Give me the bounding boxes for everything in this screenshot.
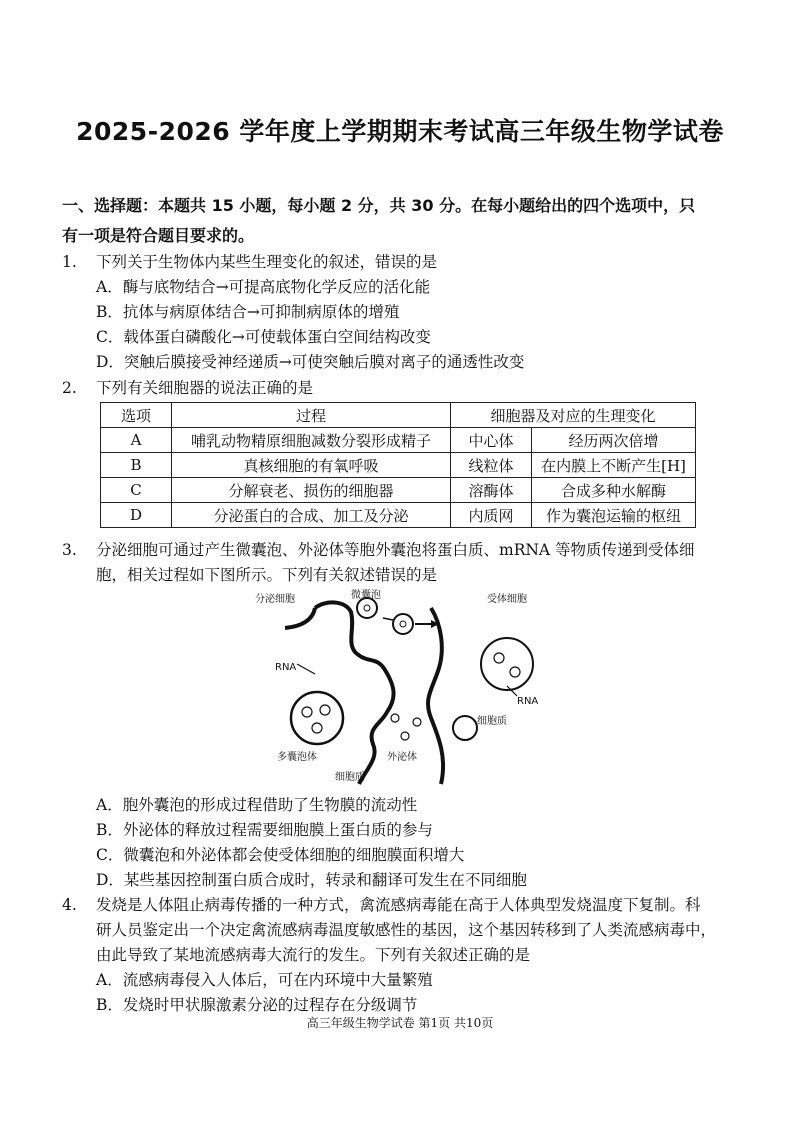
- q1-option-c: C．载体蛋白磷酸化→可使载体蛋白空间结构改变: [96, 328, 431, 346]
- label-cytoplasm-left: 细胞质: [335, 772, 365, 783]
- transport-arrow: [383, 618, 393, 620]
- table-row: [101, 503, 696, 528]
- q3-option-a: A．胞外囊泡的形成过程借助了生物膜的流动性: [96, 796, 418, 814]
- label-exosome: 外泌体: [387, 752, 417, 763]
- q1-option-b: B．抗体与病原体结合→可抑制病原体的增殖: [96, 303, 400, 321]
- multivesicular-body: [291, 692, 343, 744]
- internalized-vesicle: [453, 716, 477, 740]
- label-receptor-cell: 受体细胞: [487, 594, 527, 605]
- table-cell: A: [101, 428, 172, 453]
- table-cell: 分泌蛋白的合成、加工及分泌: [172, 503, 451, 528]
- table-cell: 内质网: [451, 503, 532, 528]
- q4-number: 4.: [62, 896, 77, 914]
- extracellular-vesicle-diagram: [255, 588, 575, 788]
- q4-option-a: A．流感病毒侵入人体后，可在内环境中大量繁殖: [96, 971, 433, 989]
- q4-stem-line2: 研人员鉴定出一个决定禽流感病毒温度敏感性的基因，这个基因转移到了人类流感病毒中，: [96, 921, 717, 939]
- label-secretory-cell: 分泌细胞: [255, 594, 295, 605]
- table-cell: 合成多种水解酶: [532, 478, 696, 503]
- page-footer: 高三年级生物学试卷 第1页 共10页: [306, 1016, 494, 1030]
- table-cell: 经历两次倍增: [532, 428, 696, 453]
- exosome-shape: [413, 718, 421, 726]
- table-cell: 哺乳动物精原细胞减数分裂形成精子: [172, 428, 451, 453]
- q3-stem-line1: 分泌细胞可通过产生微囊泡、外泌体等胞外囊泡将蛋白质、mRNA 等物质传递到受体细: [96, 541, 695, 559]
- q3-option-c: C．微囊泡和外泌体都会使受体细胞的细胞膜面积增大: [96, 846, 465, 864]
- table-header-row: [101, 403, 696, 428]
- microvesicle-shape: [357, 598, 377, 618]
- table-header-cell: 选项: [101, 403, 172, 428]
- table-cell: 线粒体: [451, 453, 532, 478]
- q4-stem-line3: 由此导致了某地流感病毒大流行的发生。下列有关叙述正确的是: [96, 946, 531, 964]
- q1-number: 1.: [62, 253, 77, 271]
- table-cell: 在内膜上不断产生[H]: [532, 453, 696, 478]
- label-cytoplasm-right: 细胞质: [477, 716, 507, 727]
- table-row: [101, 453, 696, 478]
- table-cell: 作为囊泡运输的枢纽: [532, 503, 696, 528]
- microvesicle-shape: [393, 614, 413, 634]
- rna-arrow: [297, 664, 315, 674]
- exosome-shape: [391, 714, 399, 722]
- table-cell: C: [101, 478, 172, 503]
- table-header-cell: 过程: [172, 403, 451, 428]
- table-cell: B: [101, 453, 172, 478]
- table-header-cell: 细胞器及对应的生理变化: [451, 403, 696, 428]
- receptor-endosome: [481, 638, 533, 690]
- q2-number: 2.: [62, 379, 77, 397]
- table-cell: 溶酶体: [451, 478, 532, 503]
- q2-table: [100, 402, 696, 528]
- exam-title: 2025-2026 学年度上学期期末考试高三年级生物学试卷: [76, 117, 724, 146]
- table-cell: 分解衰老、损伤的细胞器: [172, 478, 451, 503]
- table-cell: D: [101, 503, 172, 528]
- label-mvb: 多囊泡体: [277, 752, 317, 763]
- q1-option-d: D．突触后膜接受神经递质→可使突触后膜对离子的通透性改变: [96, 353, 525, 371]
- label-rna-left: RNA: [275, 662, 297, 673]
- q3-option-d: D．某些基因控制蛋白质合成时，转录和翻译可发生在不同细胞: [96, 871, 527, 889]
- q2-stem: 下列有关细胞器的说法正确的是: [96, 379, 314, 397]
- q3-number: 3.: [62, 541, 77, 559]
- table-cell: 真核细胞的有氧呼吸: [172, 453, 451, 478]
- section-heading-line1: 一、选择题：本题共 15 小题，每小题 2 分，共 30 分。在每小题给出的四个选项中，只: [62, 196, 696, 215]
- table-row: [101, 428, 696, 453]
- label-rna-right: RNA: [517, 696, 539, 707]
- q4-option-b: B．发烧时甲状腺激素分泌的过程存在分级调节: [96, 996, 418, 1014]
- table-cell: 中心体: [451, 428, 532, 453]
- q3-stem-line2: 胞，相关过程如下图所示。下列有关叙述错误的是: [96, 566, 438, 584]
- label-microvesicle: 微囊泡: [351, 590, 381, 601]
- q1-option-a: A．酶与底物结合→可提高底物化学反应的活化能: [96, 278, 431, 296]
- q1-stem: 下列关于生物体内某些生理变化的叙述，错误的是: [96, 253, 438, 271]
- receptor-cell-membrane: [428, 608, 443, 784]
- q3-option-b: B．外泌体的释放过程需要细胞膜上蛋白质的参与: [96, 821, 433, 839]
- table-row: [101, 478, 696, 503]
- exosome-shape: [401, 732, 409, 740]
- section-heading-line2: 有一项是符合题目要求的。: [62, 226, 255, 245]
- q4-stem-line1: 发烧是人体阻止病毒传播的一种方式，禽流感病毒能在高于人体典型发烧温度下复制。科: [96, 896, 701, 914]
